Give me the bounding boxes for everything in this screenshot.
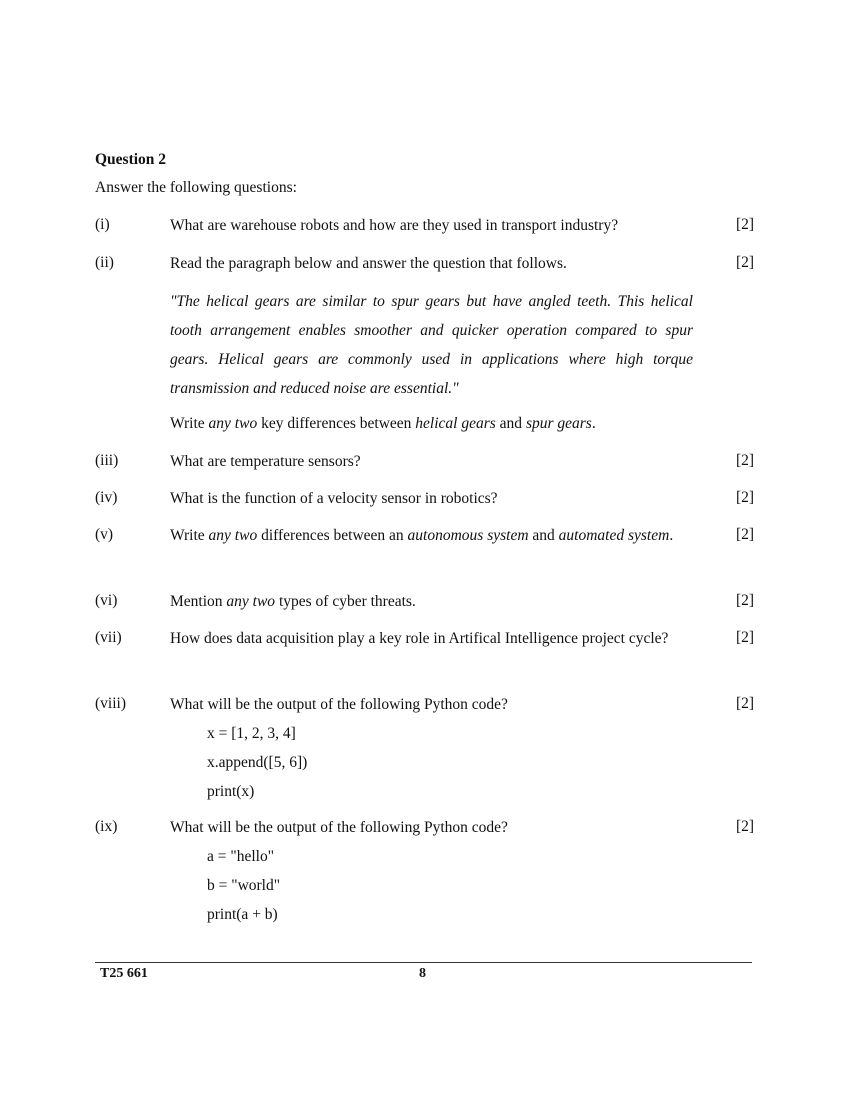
question-marks: [2] (736, 592, 755, 609)
code-line: x.append([5, 6]) (207, 754, 308, 771)
page-number: 8 (419, 966, 426, 981)
question-text: Read the paragraph below and answer the question that follows. (170, 255, 567, 272)
footer-rule (95, 962, 752, 963)
instructions: Answer the following questions: (95, 179, 297, 196)
question-number: (vi) (95, 592, 118, 609)
question-marks: [2] (736, 629, 755, 646)
code-line: print(x) (207, 783, 255, 800)
question-number: (iii) (95, 452, 119, 469)
question-marks: [2] (736, 818, 755, 835)
question-number: (ix) (95, 818, 118, 835)
question-subtext: Write any two key differences between helical gears and spur gears. (170, 415, 596, 432)
question-text: Mention any two types of cyber threats. (170, 593, 416, 610)
code-line: a = "hello" (207, 848, 275, 865)
question-number: (i) (95, 216, 110, 233)
question-number: (v) (95, 526, 114, 543)
code-line: b = "world" (207, 877, 281, 894)
question-number: (vii) (95, 629, 122, 646)
question-marks: [2] (736, 452, 755, 469)
question-text: What are warehouse robots and how are they used in transport industry? (170, 217, 619, 234)
question-number: (ii) (95, 254, 114, 271)
question-text: What are temperature sensors? (170, 453, 361, 470)
question-text: How does data acquisition play a key role in Artifical Intelligence project cycle? (170, 630, 669, 647)
question-marks: [2] (736, 695, 755, 712)
question-number: (iv) (95, 489, 118, 506)
question-marks: [2] (736, 216, 755, 233)
question-text: What will be the output of the following Python code? (170, 696, 508, 713)
question-text: What is the function of a velocity sensor in robotics? (170, 490, 498, 507)
code-line: print(a + b) (207, 906, 278, 923)
question-text: Write any two differences between an autonomous system and automated system. (170, 527, 674, 544)
paper-code: T25 661 (100, 966, 148, 981)
question-marks: [2] (736, 489, 755, 506)
code-line: x = [1, 2, 3, 4] (207, 725, 296, 742)
question-heading: Question 2 (95, 151, 167, 168)
question-marks: [2] (736, 254, 755, 271)
gear-quote: "The helical gears are similar to spur gears but have angled teeth. This helical tooth arrangement enables smoother and quicker operation compared to spur gears. Helical gears are commonly used in applications where high torque transmission and reduced noise are essential." (170, 293, 693, 397)
question-marks: [2] (736, 526, 755, 543)
question-text: What will be the output of the following Python code? (170, 819, 508, 836)
question-number: (viii) (95, 695, 126, 712)
